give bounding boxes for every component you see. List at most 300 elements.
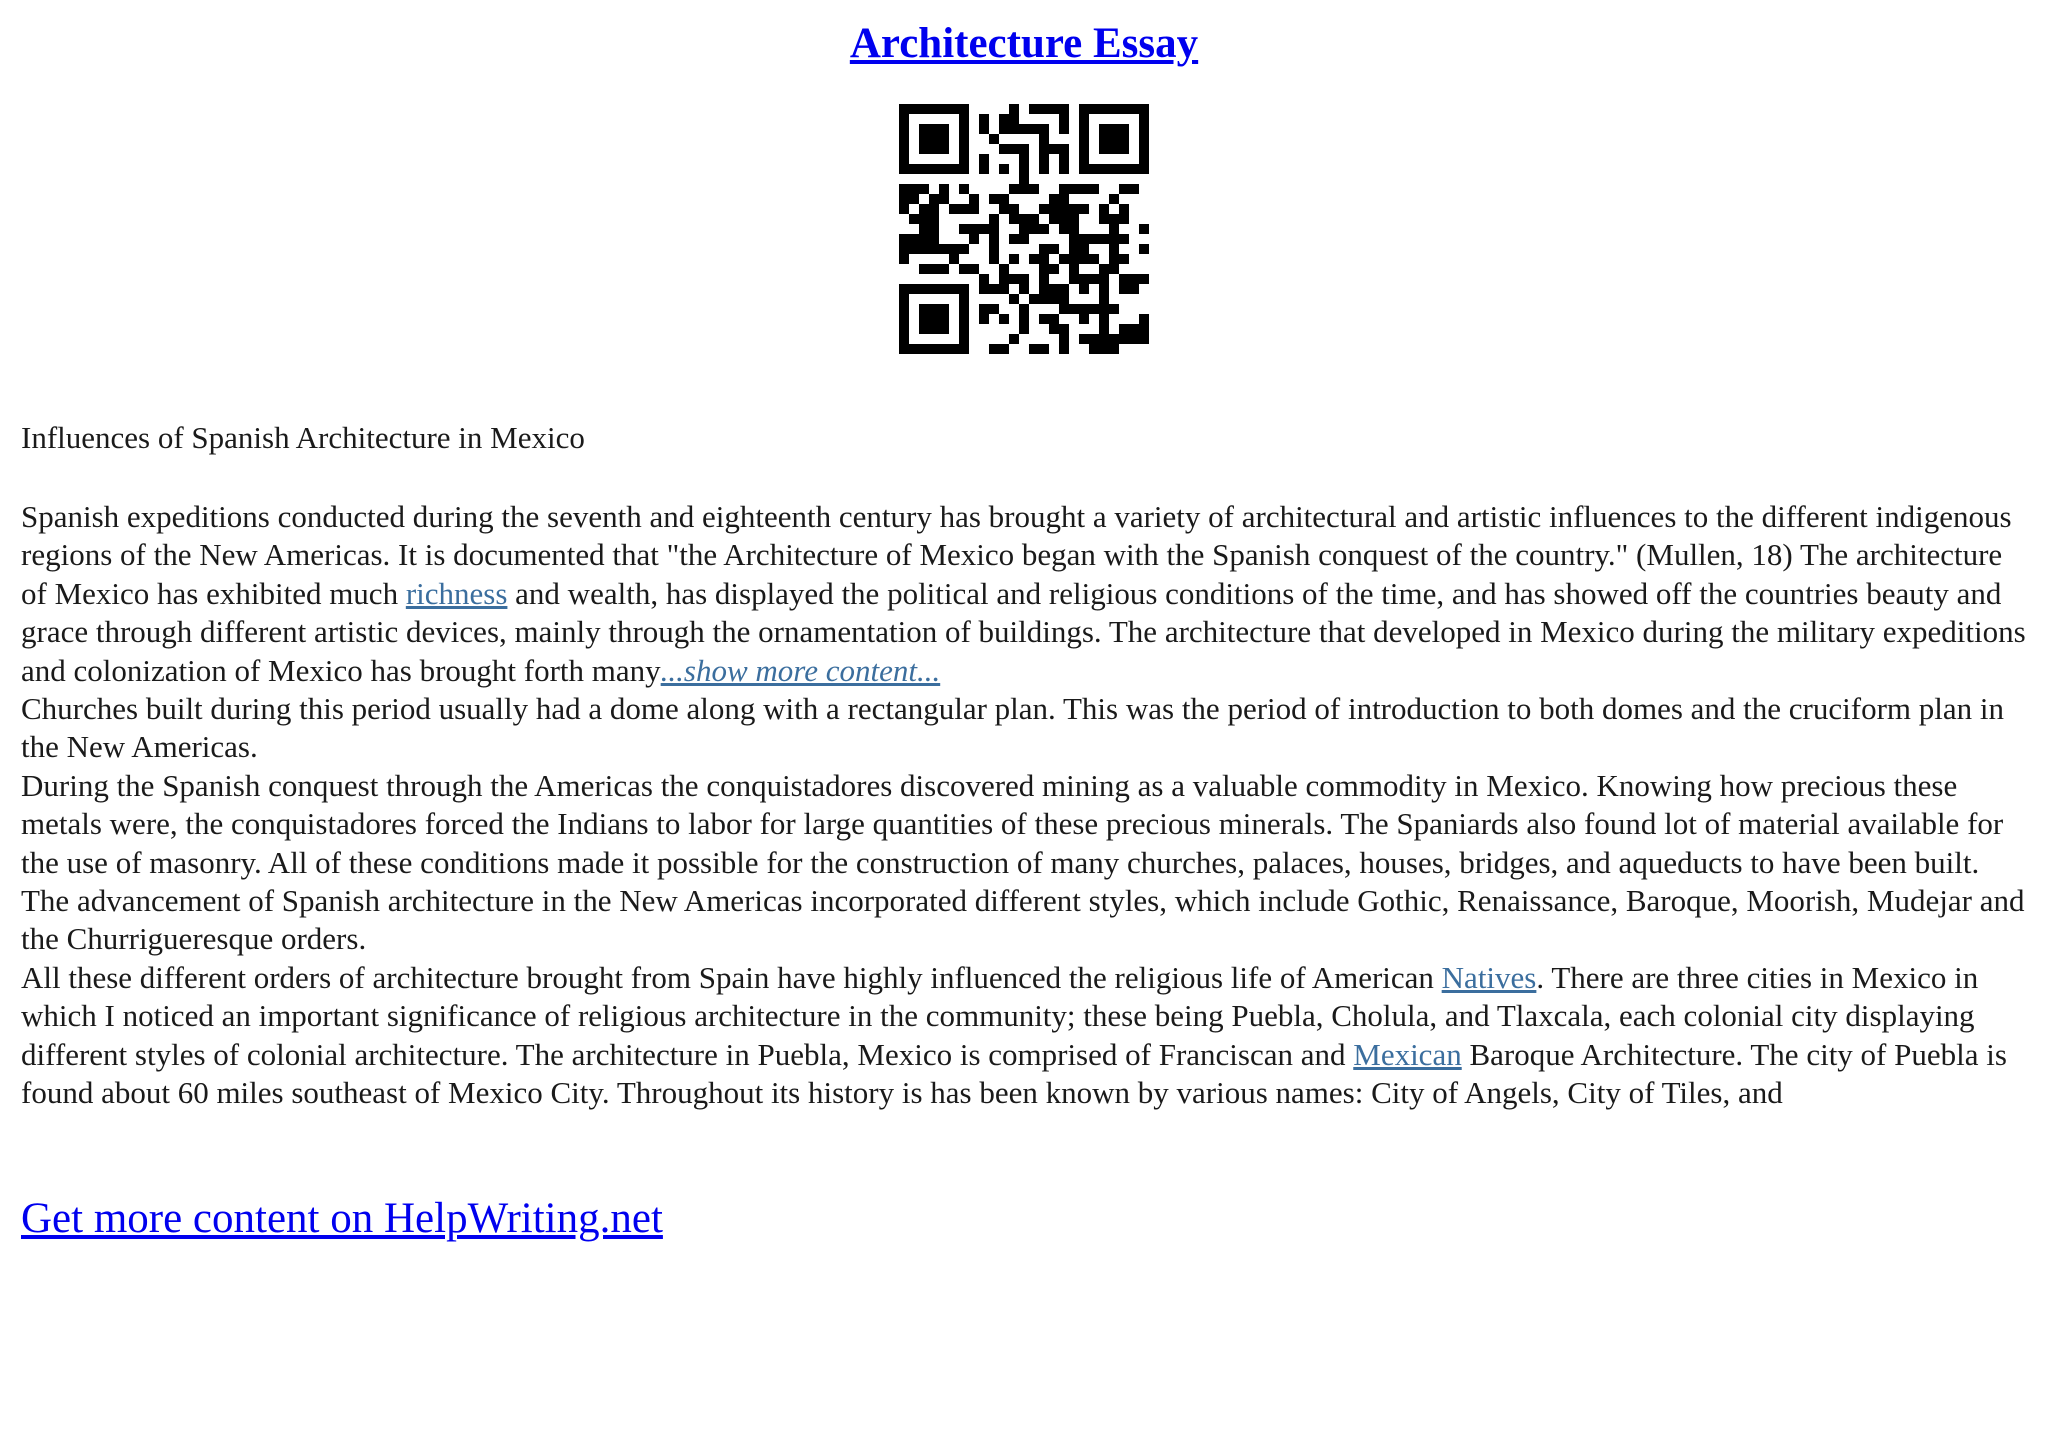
qr-module bbox=[959, 104, 969, 114]
qr-module bbox=[1069, 204, 1079, 214]
qr-module bbox=[959, 224, 969, 234]
helpwriting-link[interactable]: Get more content on HelpWriting.net bbox=[21, 1195, 663, 1242]
paragraph-1-text-b: and wealth, has displayed the political and religious conditions of the time, and has showed off the countries beauty and grace through different artistic devices, mainly through the ornamentation of buildings. The architecture that developed in Mexico during the military expeditions and colonization of Mexico has brought forth many bbox=[21, 575, 2026, 688]
qr-module bbox=[959, 314, 969, 324]
qr-module bbox=[909, 234, 919, 244]
qr-module bbox=[1089, 344, 1099, 354]
qr-module bbox=[1119, 234, 1129, 244]
qr-module bbox=[949, 104, 959, 114]
qr-module bbox=[909, 194, 919, 204]
qr-module bbox=[1099, 284, 1109, 294]
qr-module bbox=[1099, 344, 1109, 354]
qr-module bbox=[899, 204, 909, 214]
qr-module bbox=[1109, 234, 1119, 244]
qr-module bbox=[1059, 324, 1069, 334]
qr-module bbox=[929, 144, 939, 154]
qr-module bbox=[1109, 254, 1119, 264]
qr-module bbox=[1079, 234, 1089, 244]
qr-module bbox=[959, 344, 969, 354]
qr-module bbox=[929, 224, 939, 234]
mexican-link[interactable]: Mexican bbox=[1353, 1036, 1462, 1072]
qr-module bbox=[1069, 274, 1079, 284]
qr-module bbox=[899, 244, 909, 254]
qr-module bbox=[919, 244, 929, 254]
qr-module bbox=[1129, 324, 1139, 334]
qr-module bbox=[1129, 284, 1139, 294]
qr-module bbox=[1069, 214, 1079, 224]
qr-module bbox=[1099, 214, 1109, 224]
qr-module bbox=[899, 104, 909, 114]
qr-module bbox=[1039, 274, 1049, 284]
qr-module bbox=[1009, 254, 1019, 264]
qr-module bbox=[1139, 244, 1149, 254]
qr-module bbox=[919, 344, 929, 354]
qr-module bbox=[1139, 224, 1149, 234]
qr-module bbox=[919, 144, 929, 154]
qr-module bbox=[979, 164, 989, 174]
qr-module bbox=[1109, 124, 1119, 134]
qr-module bbox=[899, 154, 909, 164]
qr-module bbox=[929, 124, 939, 134]
qr-module bbox=[929, 324, 939, 334]
qr-module bbox=[1069, 224, 1079, 234]
qr-module bbox=[899, 334, 909, 344]
qr-module bbox=[999, 144, 1009, 154]
qr-module bbox=[1019, 274, 1029, 284]
qr-module bbox=[1029, 224, 1039, 234]
qr-module bbox=[1059, 214, 1069, 224]
qr-module bbox=[1079, 164, 1089, 174]
qr-module bbox=[989, 304, 999, 314]
qr-module bbox=[1049, 204, 1059, 214]
qr-module bbox=[919, 224, 929, 234]
qr-module bbox=[919, 104, 929, 114]
qr-module bbox=[999, 164, 1009, 174]
qr-module bbox=[909, 164, 919, 174]
qr-module bbox=[1019, 214, 1029, 224]
qr-module bbox=[989, 194, 999, 204]
qr-module bbox=[959, 264, 969, 274]
qr-module bbox=[939, 314, 949, 324]
qr-module bbox=[1099, 314, 1109, 324]
qr-module bbox=[1039, 344, 1049, 354]
qr-module bbox=[1129, 164, 1139, 174]
paragraph-4-text-b: . There are three cities in Mexico in which I noticed an important significance of religious architecture in the community; these being Puebla, Cholula, and Tlaxcala, each colonial city displaying different styles of colonial architecture. The architecture in Puebla, Mexico is comprised of Franciscan and bbox=[21, 959, 1979, 1072]
qr-module bbox=[899, 254, 909, 264]
qr-module bbox=[999, 314, 1009, 324]
qr-module bbox=[1009, 234, 1019, 244]
qr-module bbox=[1009, 334, 1019, 344]
qr-module bbox=[1119, 274, 1129, 284]
qr-module bbox=[939, 144, 949, 154]
qr-module bbox=[1069, 234, 1079, 244]
richness-link[interactable]: richness bbox=[405, 575, 508, 611]
qr-module bbox=[1109, 194, 1119, 204]
qr-module bbox=[1059, 194, 1069, 204]
qr-module bbox=[929, 214, 939, 224]
qr-module bbox=[999, 204, 1009, 214]
qr-module bbox=[1079, 244, 1089, 254]
qr-module bbox=[939, 284, 949, 294]
qr-module bbox=[929, 314, 939, 324]
qr-module bbox=[929, 134, 939, 144]
natives-link[interactable]: Natives bbox=[1441, 959, 1537, 995]
qr-module bbox=[1039, 244, 1049, 254]
qr-module bbox=[939, 124, 949, 134]
qr-module bbox=[929, 204, 939, 214]
show-more-link[interactable]: ...show more content... bbox=[660, 652, 941, 688]
qr-module bbox=[939, 244, 949, 254]
qr-module bbox=[899, 344, 909, 354]
qr-module bbox=[1069, 304, 1079, 314]
qr-module bbox=[959, 164, 969, 174]
qr-module bbox=[1119, 204, 1129, 214]
qr-module bbox=[1059, 104, 1069, 114]
qr-module bbox=[919, 264, 929, 274]
qr-module bbox=[1099, 144, 1109, 154]
qr-module bbox=[1069, 244, 1079, 254]
qr-module bbox=[1009, 104, 1019, 114]
qr-module bbox=[1059, 184, 1069, 194]
qr-module bbox=[899, 194, 909, 204]
qr-module bbox=[939, 344, 949, 354]
qr-module bbox=[1089, 254, 1099, 264]
qr-module bbox=[1099, 234, 1109, 244]
qr-module bbox=[899, 124, 909, 134]
qr-module bbox=[1049, 324, 1059, 334]
qr-module bbox=[1089, 334, 1099, 344]
qr-module bbox=[1059, 204, 1069, 214]
qr-module bbox=[1079, 314, 1089, 324]
qr-module bbox=[949, 164, 959, 174]
qr-module bbox=[1099, 334, 1109, 344]
qr-module bbox=[969, 194, 979, 204]
qr-module bbox=[899, 184, 909, 194]
qr-module bbox=[979, 154, 989, 164]
qr-module bbox=[1099, 134, 1109, 144]
qr-module bbox=[909, 184, 919, 194]
qr-module bbox=[949, 204, 959, 214]
qr-module bbox=[959, 114, 969, 124]
qr-module bbox=[969, 234, 979, 244]
qr-module bbox=[1079, 304, 1089, 314]
qr-module bbox=[1119, 324, 1129, 334]
qr-module bbox=[999, 274, 1009, 284]
qr-module bbox=[1109, 244, 1119, 254]
qr-module bbox=[1069, 264, 1079, 274]
qr-module bbox=[1069, 254, 1079, 264]
qr-module bbox=[919, 304, 929, 314]
qr-module bbox=[899, 314, 909, 324]
qr-module bbox=[1079, 124, 1089, 134]
qr-module bbox=[969, 224, 979, 234]
qr-module bbox=[919, 314, 929, 324]
paragraph-2: Churches built during this period usually had a dome along with a rectangular plan. This was the period of introduction to both domes and the cruciform plan in the New Americas. bbox=[21, 691, 2004, 765]
qr-module bbox=[979, 314, 989, 324]
qr-module bbox=[1099, 304, 1109, 314]
qr-module bbox=[1109, 214, 1119, 224]
qr-module bbox=[979, 304, 989, 314]
qr-module bbox=[1129, 334, 1139, 344]
qr-module bbox=[1059, 124, 1069, 134]
paragraph-4-text-c: Baroque Architecture. The city of Puebla is found about 60 miles southeast of Mexico City. Throughout its history is has been known by various names: City of Angels, City of Tiles, and bbox=[21, 1036, 2007, 1111]
qr-module bbox=[919, 204, 929, 214]
qr-module bbox=[1009, 184, 1019, 194]
qr-module bbox=[1049, 284, 1059, 294]
qr-module bbox=[929, 194, 939, 204]
qr-module bbox=[899, 114, 909, 124]
qr-module bbox=[1039, 224, 1049, 234]
qr-module bbox=[989, 254, 999, 264]
qr-module bbox=[1049, 244, 1059, 254]
qr-module bbox=[1119, 124, 1129, 134]
qr-module bbox=[949, 244, 959, 254]
qr-module bbox=[979, 284, 989, 294]
qr-module bbox=[1139, 144, 1149, 154]
qr-module bbox=[949, 254, 959, 264]
qr-module bbox=[1139, 164, 1149, 174]
qr-module bbox=[939, 264, 949, 274]
qr-module bbox=[1139, 154, 1149, 164]
qr-module bbox=[929, 264, 939, 274]
qr-module bbox=[979, 274, 989, 284]
essay-body bbox=[21, 498, 2031, 1113]
qr-module bbox=[1049, 294, 1059, 304]
paragraph-3: During the Spanish conquest through the Americas the conquistadores discovered mining as a valuable commodity in Mexico. Knowing how precious these metals were, the conquistadores forced the Indians to labor for large quantities of these precious minerals. The Spaniards also found lot of material available for the use of masonry. All of these conditions made it possible for the construction of many churches, palaces, houses, bridges, and aqueducts to have been built. The advancement of Spanish architecture in the New Americas incorporated different styles, which include Gothic, Renaissance, Baroque, Moorish, Mudejar and the Churrigueresque orders. bbox=[21, 767, 2025, 957]
qr-module bbox=[929, 164, 939, 174]
qr-module bbox=[1089, 184, 1099, 194]
qr-module bbox=[919, 124, 929, 134]
essay-subtitle: Influences of Spanish Architecture in Mexico bbox=[21, 420, 585, 455]
qr-module bbox=[1029, 124, 1039, 134]
qr-module bbox=[999, 124, 1009, 134]
qr-module bbox=[1119, 164, 1129, 174]
qr-module bbox=[1039, 144, 1049, 154]
paragraph-1 bbox=[21, 498, 2031, 690]
qr-module bbox=[1089, 164, 1099, 174]
qr-module bbox=[1049, 314, 1059, 324]
qr-module bbox=[919, 214, 929, 224]
qr-module bbox=[989, 224, 999, 234]
qr-module bbox=[1109, 164, 1119, 174]
qr-module bbox=[1089, 234, 1099, 244]
qr-module bbox=[959, 304, 969, 314]
qr-module bbox=[1099, 294, 1109, 304]
qr-module bbox=[899, 134, 909, 144]
qr-module bbox=[1049, 264, 1059, 274]
qr-module bbox=[1029, 344, 1039, 354]
qr-module bbox=[999, 284, 1009, 294]
qr-module bbox=[1079, 104, 1089, 114]
qr-module bbox=[1089, 104, 1099, 114]
qr-module bbox=[1039, 124, 1049, 134]
qr-module bbox=[1059, 294, 1069, 304]
qr-module bbox=[1039, 104, 1049, 114]
qr-module bbox=[899, 304, 909, 314]
qr-module bbox=[1009, 114, 1019, 124]
qr-module bbox=[1019, 154, 1029, 164]
qr-module bbox=[919, 184, 929, 194]
title-link[interactable]: Architecture Essay bbox=[849, 20, 1199, 67]
qr-module bbox=[1119, 254, 1129, 264]
qr-module bbox=[989, 134, 999, 144]
qr-module bbox=[1019, 124, 1029, 134]
qr-module bbox=[1009, 124, 1019, 134]
qr-module bbox=[1039, 284, 1049, 294]
qr-module bbox=[1119, 334, 1129, 344]
qr-module bbox=[1009, 144, 1019, 154]
qr-module bbox=[1119, 134, 1129, 144]
paragraph-1-text-a: Spanish expeditions conducted during the seventh and eighteenth century has brought a variety of architectural and artistic influences to the different indigenous regions of the New Americas. It is documented that "the Architecture of Mexico began with the Spanish conquest of the country." (Mullen, 18) The architecture of Mexico has exhibited much bbox=[21, 499, 2012, 611]
qr-module bbox=[979, 224, 989, 234]
qr-module bbox=[1109, 304, 1119, 314]
qr-module bbox=[989, 284, 999, 294]
qr-module bbox=[999, 114, 1009, 124]
qr-module bbox=[919, 164, 929, 174]
qr-module bbox=[1029, 184, 1039, 194]
qr-module bbox=[929, 304, 939, 314]
qr-module bbox=[999, 344, 1009, 354]
qr-module bbox=[1009, 204, 1019, 214]
qr-module bbox=[1139, 114, 1149, 124]
qr-module bbox=[989, 244, 999, 254]
qr-module bbox=[989, 214, 999, 224]
qr-module bbox=[1079, 274, 1089, 284]
qr-module bbox=[1109, 134, 1119, 144]
qr-module bbox=[1059, 224, 1069, 234]
qr-module bbox=[1139, 124, 1149, 134]
qr-module bbox=[1139, 324, 1149, 334]
qr-module bbox=[1109, 144, 1119, 154]
paragraph-4-text-a: All these different orders of architecture brought from Spain have highly influenced the religious life of American bbox=[21, 959, 1442, 995]
qr-module bbox=[1049, 104, 1059, 114]
qr-module bbox=[1039, 154, 1049, 164]
qr-module bbox=[899, 294, 909, 304]
page-title bbox=[0, 16, 2048, 72]
qr-module bbox=[1049, 144, 1059, 154]
qr-module bbox=[969, 204, 979, 214]
qr-module bbox=[899, 284, 909, 294]
qr-module bbox=[1079, 334, 1089, 344]
qr-module bbox=[1119, 104, 1129, 114]
qr-module bbox=[899, 324, 909, 334]
qr-module bbox=[1109, 224, 1119, 234]
qr-module bbox=[1019, 314, 1029, 324]
qr-module bbox=[959, 334, 969, 344]
qr-module bbox=[1109, 344, 1119, 354]
qr-module bbox=[959, 184, 969, 194]
qr-module bbox=[939, 104, 949, 114]
qr-module bbox=[1109, 264, 1119, 274]
qr-module bbox=[1049, 214, 1059, 224]
qr-module bbox=[1139, 104, 1149, 114]
qr-module bbox=[939, 324, 949, 334]
qr-module bbox=[929, 234, 939, 244]
qr-module bbox=[1129, 274, 1139, 284]
qr-module bbox=[1009, 214, 1019, 224]
qr-module bbox=[1009, 274, 1019, 284]
qr-module bbox=[1109, 104, 1119, 114]
qr-module bbox=[979, 114, 989, 124]
qr-module bbox=[1019, 184, 1029, 194]
qr-module bbox=[1029, 254, 1039, 264]
qr-module bbox=[999, 264, 1009, 274]
qr-module bbox=[1139, 334, 1149, 344]
qr-module bbox=[1059, 304, 1069, 314]
qr-module bbox=[969, 264, 979, 274]
qr-module bbox=[949, 284, 959, 294]
qr-module bbox=[1139, 314, 1149, 324]
qr-module bbox=[1099, 124, 1109, 134]
qr-module bbox=[1079, 134, 1089, 144]
qr-module bbox=[979, 124, 989, 134]
qr-module bbox=[959, 244, 969, 254]
qr-module bbox=[949, 344, 959, 354]
qr-module bbox=[1019, 174, 1029, 184]
qr-module bbox=[929, 244, 939, 254]
qr-module bbox=[1039, 134, 1049, 144]
qr-module bbox=[899, 164, 909, 174]
qr-module bbox=[1059, 144, 1069, 154]
qr-module bbox=[959, 294, 969, 304]
qr-module bbox=[1019, 304, 1029, 314]
qr-module bbox=[1019, 324, 1029, 334]
qr-module bbox=[1139, 274, 1149, 284]
qr-module bbox=[1059, 154, 1069, 164]
qr-module bbox=[1039, 254, 1049, 264]
qr-module bbox=[1099, 264, 1109, 274]
qr-module bbox=[1039, 164, 1049, 174]
qr-module bbox=[909, 104, 919, 114]
qr-module bbox=[1079, 204, 1089, 214]
qr-module bbox=[959, 324, 969, 334]
qr-module bbox=[1079, 184, 1089, 194]
qr-module bbox=[909, 244, 919, 254]
qr-module bbox=[929, 344, 939, 354]
qr-module bbox=[1019, 164, 1029, 174]
qr-module bbox=[899, 234, 909, 244]
qr-module bbox=[929, 104, 939, 114]
qr-module bbox=[1059, 254, 1069, 264]
qr-module bbox=[1059, 284, 1069, 294]
qr-module bbox=[1039, 294, 1049, 304]
qr-module bbox=[959, 134, 969, 144]
qr-module bbox=[1069, 184, 1079, 194]
qr-module bbox=[1099, 204, 1109, 214]
qr-module bbox=[929, 284, 939, 294]
qr-module bbox=[1029, 294, 1039, 304]
qr-module bbox=[1099, 104, 1109, 114]
qr-module bbox=[1039, 314, 1049, 324]
qr-module bbox=[1079, 254, 1089, 264]
qr-module bbox=[919, 134, 929, 144]
qr-module bbox=[1089, 274, 1099, 284]
qr-module bbox=[1119, 284, 1129, 294]
qr-module bbox=[959, 124, 969, 134]
qr-module bbox=[1099, 324, 1109, 334]
qr-module bbox=[1079, 284, 1089, 294]
qr-module bbox=[1009, 294, 1019, 304]
paragraph-4 bbox=[21, 959, 2031, 1113]
qr-module bbox=[959, 284, 969, 294]
qr-module bbox=[1019, 144, 1029, 154]
qr-module bbox=[1039, 264, 1049, 274]
qr-module bbox=[899, 144, 909, 154]
qr-module bbox=[1099, 164, 1109, 174]
qr-module bbox=[919, 234, 929, 244]
qr-module bbox=[909, 344, 919, 354]
qr-module bbox=[1059, 334, 1069, 344]
